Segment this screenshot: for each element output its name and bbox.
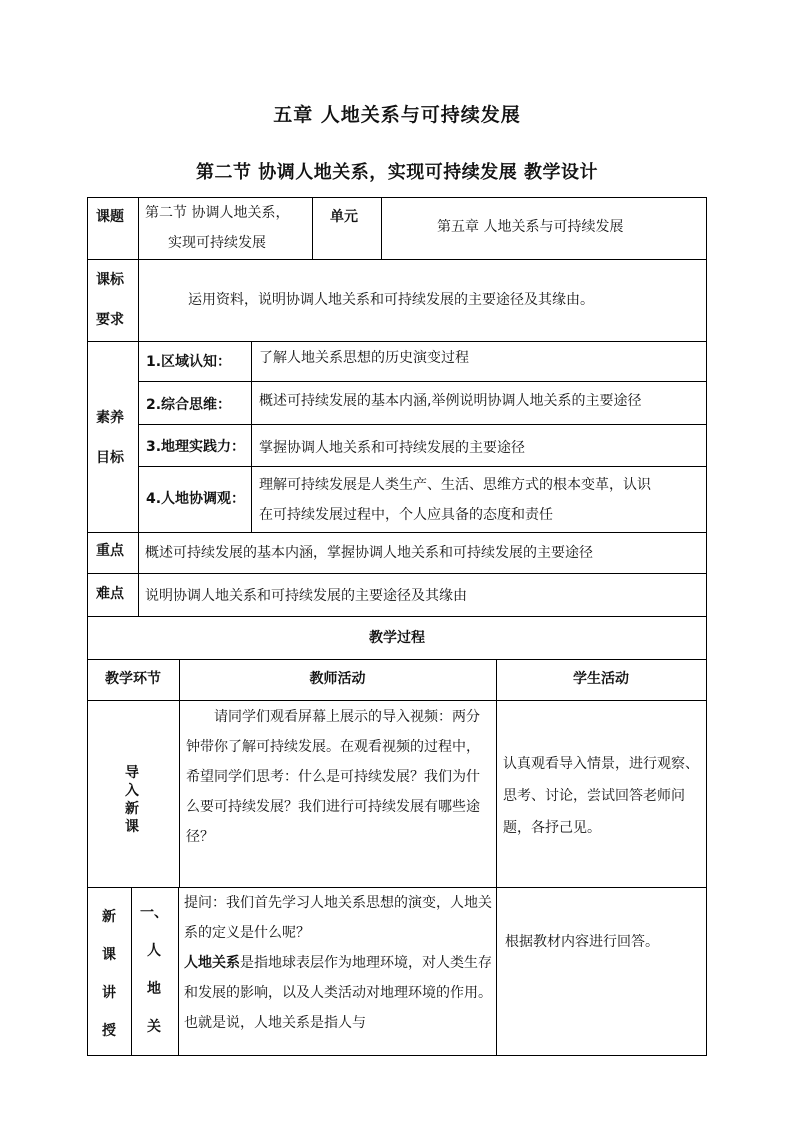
teacher-activity-lesson <box>184 888 493 1038</box>
key-value: 概述可持续发展的基本内涵，掌握协调人地关系和可持续发展的主要途径 <box>145 545 593 561</box>
unit-value: 第五章 人地关系与可持续发展 <box>437 219 624 235</box>
literacy-item-label: 2.综合思维： <box>146 397 232 413</box>
standard-label-2: 要求 <box>96 312 124 328</box>
student-activity-intro: 认真观看导入情景，进行观察、思考、讨论，尝试回答老师问题，各抒己见。 <box>503 756 699 836</box>
literacy-item-label: 1.区域认知： <box>146 354 232 370</box>
col-teacher-header: 教师活动 <box>309 671 366 687</box>
difficulty-value: 说明协调人地关系和可持续发展的主要途径及其缘由 <box>145 588 467 604</box>
topic-value-line2: 实现可持续发展 <box>168 235 266 251</box>
literacy-item-text: 掌握协调人地关系和可持续发展的主要途径 <box>259 440 525 456</box>
col-stage-header: 教学环节 <box>105 671 161 687</box>
teacher-explanation: 是指地球表层作为地理环境，对人类生存和发展的影响，以及人类活动对地理环境的作用。也就是说，人地关系是指人与 <box>184 955 492 1031</box>
teacher-activity-intro: 请同学们观看屏幕上展示的导入视频：两分钟带你了解可持续发展。在观看视频的过程中，希望同学们思考：什么是可持续发展？我们为什么要可持续发展？我们进行可持续发展有哪些途径？ <box>186 709 480 845</box>
topic-value-line1: 第二节 协调人地关系， <box>145 205 290 221</box>
stage-intro: 导入新课 <box>125 765 139 835</box>
col-student-header: 学生活动 <box>573 671 629 687</box>
document-subtitle: 第二节 协调人地关系，实现可持续发展 教学设计 <box>195 162 599 183</box>
literacy-label: 素养 <box>96 410 124 426</box>
literacy-item-label: 4.人地协调观： <box>146 491 246 507</box>
term-highlight: 人地关系 <box>184 955 240 971</box>
topic-label: 课题 <box>96 209 124 225</box>
unit-label: 单元 <box>330 209 358 225</box>
teacher-question: 提问：我们首先学习人地关系思想的演变，人地关系的定义是什么呢？ <box>184 895 492 941</box>
process-heading: 教学过程 <box>369 630 425 646</box>
sub-stage-number: 一、 <box>140 905 168 921</box>
student-activity-lesson: 根据教材内容进行回答。 <box>505 934 659 950</box>
literacy-label-2: 目标 <box>96 450 124 466</box>
difficulty-label: 难点 <box>96 586 124 602</box>
key-label: 重点 <box>96 543 124 559</box>
literacy-item-text-2: 在可持续发展过程中，个人应具备的态度和责任 <box>259 507 553 523</box>
document-title: 五章 人地关系与可持续发展 <box>273 104 521 126</box>
stage-new-lesson: 新课讲授 <box>102 909 116 1039</box>
standard-value: 运用资料，说明协调人地关系和可持续发展的主要途径及其缘由。 <box>188 292 594 308</box>
sub-stage-title: 人地关 <box>147 943 161 1035</box>
standard-label: 课标 <box>96 272 124 288</box>
literacy-item-text: 理解可持续发展是人类生产、生活、思维方式的根本变革，认识 <box>259 477 651 493</box>
literacy-item-text: 了解人地关系思想的历史演变过程 <box>259 350 469 366</box>
literacy-item-label: 3.地理实践力： <box>146 439 246 455</box>
literacy-item-text: 概述可持续发展的基本内涵,举例说明协调人地关系的主要途径 <box>259 393 642 409</box>
